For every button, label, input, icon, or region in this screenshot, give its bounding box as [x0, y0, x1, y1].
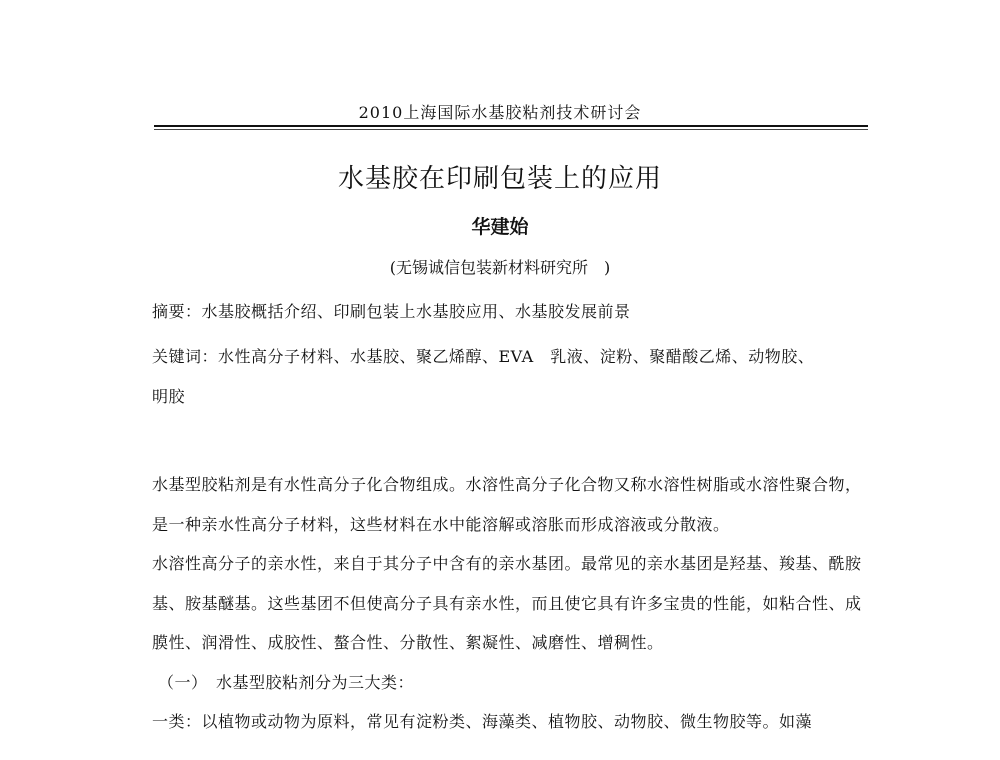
header-rule [154, 125, 868, 127]
keywords-line-continued: 明胶 [152, 387, 186, 406]
body-text [152, 465, 862, 742]
body-paragraph: 水溶性高分子的亲水性，来自于其分子中含有的亲水基团。最常见的亲水基团是羟基、羧基、酰胺基、胺基醚基。这些基团不但使高分子具有亲水性，而且使它具有许多宝贵的性能，如粘合性、成膜性、润滑性、成胶性、螯合性、分散性、絮凝性、减磨性、增稠性。 [152, 554, 862, 652]
keywords-line: 关键词：水性高分子材料、水基胶、聚乙烯醇、EVA 乳液、淀粉、聚醋酸乙烯、动物胶、 [152, 347, 815, 366]
header-rule-thin [154, 129, 868, 130]
author-affiliation: (无锡诚信包装新材料研究所 ) [389, 258, 611, 277]
body-paragraph: 一类：以植物或动物为原料，常见有淀粉类、海藻类、植物胶、动物胶、微生物胶等。如藻 [152, 712, 813, 731]
running-header: 2010上海国际水基胶粘剂技术研讨会 [358, 103, 642, 122]
section-heading: （一） 水基型胶粘剂分为三大类： [158, 672, 415, 692]
article-title: 水基胶在印刷包装上的应用 [337, 164, 662, 194]
abstract-line: 摘要：水基胶概括介绍、印刷包装上水基胶应用、水基胶发展前景 [152, 302, 631, 321]
body-paragraph: 水基型胶粘剂是有水性高分子化合物组成。水溶性高分子化合物又称水溶性树脂或水溶性聚合物，是一种亲水性高分子材料，这些材料在水中能溶解或溶胀而形成溶液或分散液。 [152, 475, 862, 534]
article-author: 华建始 [471, 216, 529, 238]
